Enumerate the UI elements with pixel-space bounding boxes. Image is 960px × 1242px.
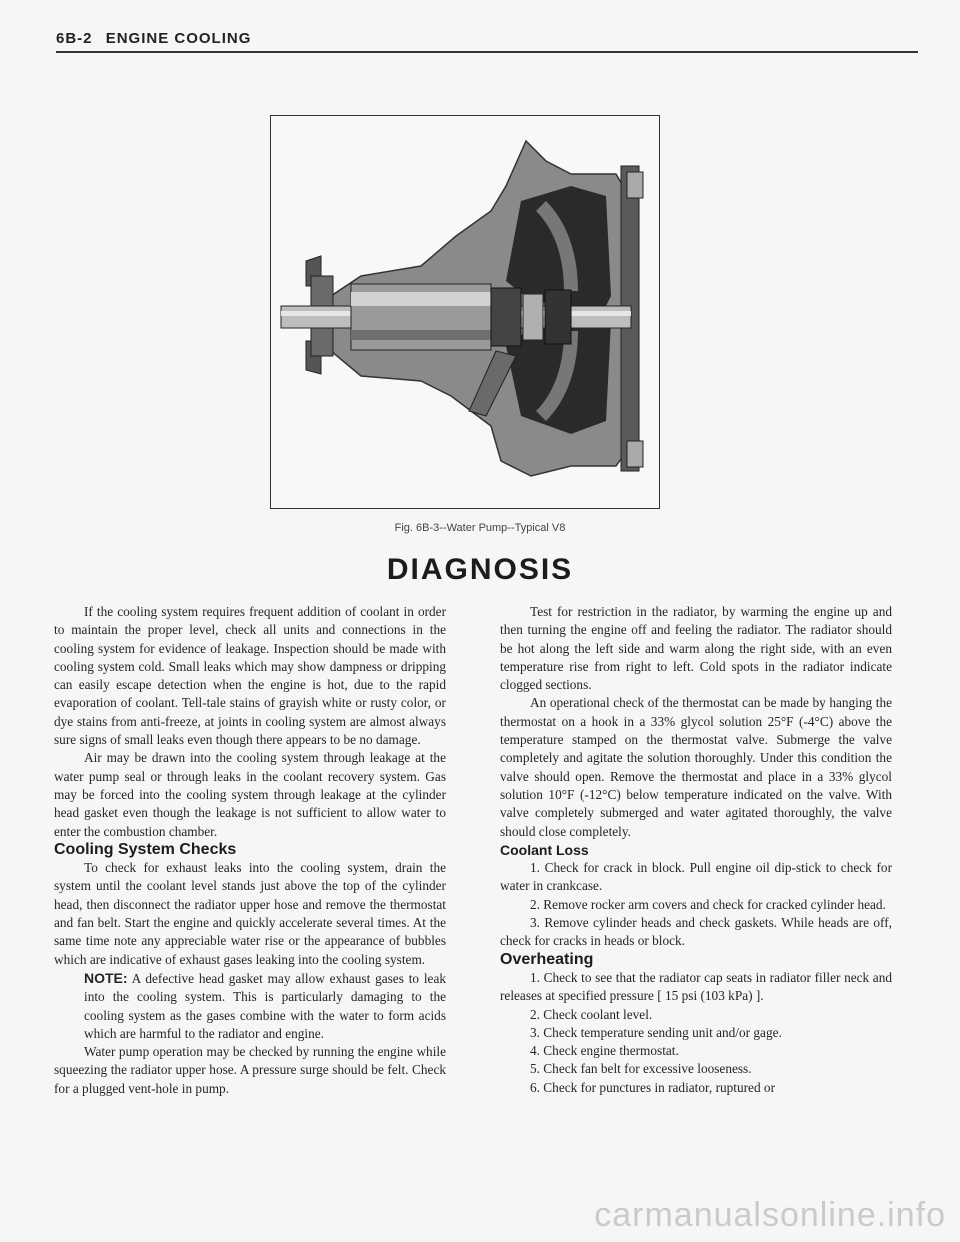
paragraph: To check for exhaust leaks into the cooling system, drain the system until the coolant level stands just above the top of the cylinder head, then disconnect the radiator upper hose and remove the thermostat and fan belt. Start the engine and quickly accelerate several times. At the same time note any appreciable water rise or the appearance of bubbles which are indicative of exhaust gases leaking into the cooling system.	[54, 860, 446, 967]
list-item: 1. Check for crack in block. Pull engine oil dip-stick to check for water in crankcase.	[500, 860, 892, 894]
note	[84, 969, 446, 1043]
page-header-title: ENGINE COOLING	[105, 30, 252, 47]
section-title: DIAGNOSIS	[386, 553, 574, 586]
note-text: A defective head gasket may allow exhaust gases to leak into the cooling system. This is particularly damaging to the cooling system as the gases combine with the water to form acids which are harmful to the radiator and engine.	[84, 970, 447, 1041]
page-header	[56, 30, 918, 53]
water-pump-figure	[270, 115, 660, 509]
watermark: carmanualsonline.info	[594, 1196, 946, 1234]
note-label: NOTE:	[84, 969, 128, 986]
paragraph: Test for restriction in the radiator, by warming the engine up and then turning the engine off and feeling the radiator. The radiator should be hot along the left side and warm along the right side, with an even temperature rise from right to left. Cold spots in the radiator indicate clogged sections.	[500, 604, 892, 693]
paragraph: If the cooling system requires frequent addition of coolant in order to maintain the proper level, check all units and connections in the cooling system for evidence of leakage. Inspection should be made with cooling system cold. Small leaks which may show dampness or dripping can easily escape detection when the engine is hot, due to the rapid evaporation of coolant. Tell-tale stains of grayish white or rusty color, or dye stains from anti-freeze, at joints in cooling system are almost always sure signs of small leaks even though there appears to be no damage.	[54, 604, 446, 748]
list-item: 3. Remove cylinder heads and check gaskets. While heads are off, check for cracks in heads or block.	[500, 915, 892, 949]
list-item: 1. Check to see that the radiator cap seats in radiator filler neck and releases at specified pressure [ 15 psi (103 kPa) ].	[500, 969, 892, 1004]
figure-caption: Fig. 6B-3--Water Pump--Typical V8	[394, 522, 566, 534]
list-item: 5. Check fan belt for excessive looseness.	[530, 1061, 752, 1077]
page-code: 6B-2	[56, 30, 93, 47]
list-item: 6. Check for punctures in radiator, ruptured or	[530, 1079, 776, 1095]
paragraph: Water pump operation may be checked by running the engine while squeezing the radiator upper hose. A pressure surge should be felt. Check for a plugged vent-hole in pump.	[54, 1044, 446, 1096]
paragraph: An operational check of the thermostat can be made by hanging the thermostat on a hook in a 33% glycol solution 25°F (-4°C) above the temperature stamped on the thermostat valve. Submerge the valve completely and agitate the solution thoroughly. Under this condition the valve should open. Remove the thermostat and place in a 33% glycol solution 10°F (-12°C) below temperature indicated on the valve. With valve completely submerged and water agitated thoroughly, the valve should close completely.	[500, 695, 892, 839]
list-item: 4. Check engine thermostat.	[530, 1043, 679, 1059]
right-column	[500, 603, 892, 1097]
subheading-cooling-system-checks: Cooling System Checks	[54, 840, 237, 858]
subheading-coolant-loss: Coolant Loss	[500, 841, 589, 858]
left-column	[54, 603, 446, 1098]
subheading-overheating: Overheating	[500, 950, 594, 968]
list-item: 2. Remove rocker arm covers and check for cracked cylinder head.	[530, 896, 886, 912]
paragraph: Air may be drawn into the cooling system through leakage at the water pump seal or through leaks in the coolant recovery system. Gas may be forced into the cooling system through leakage at the cylinder head gasket even though the leakage is not sufficient to allow water to enter the combustion chamber.	[54, 750, 446, 839]
list-item: 2. Check coolant level.	[530, 1006, 653, 1022]
water-pump-illustration	[271, 116, 659, 508]
list-item: 3. Check temperature sending unit and/or gage.	[530, 1024, 782, 1040]
